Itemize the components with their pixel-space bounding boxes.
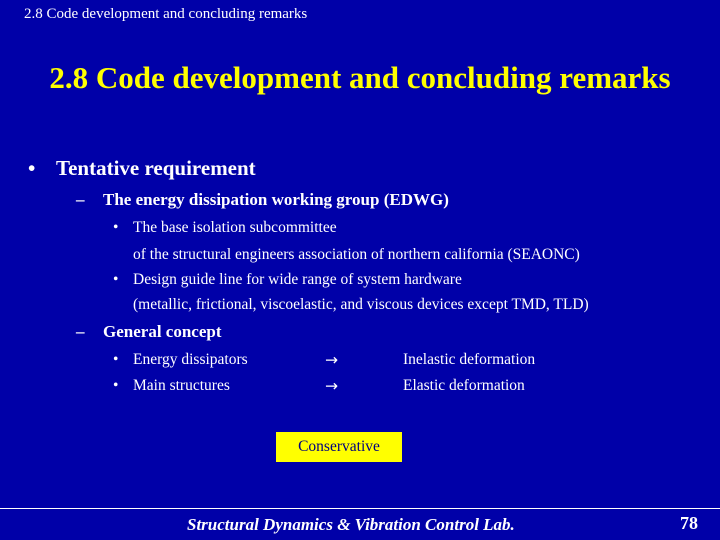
footer-rule [0, 508, 720, 509]
item-text: The base isolation subcommittee [133, 219, 337, 236]
bullet-tentative-requirement [28, 156, 256, 181]
bullet-marker: • [28, 156, 36, 180]
concept-result: Inelastic deformation [403, 351, 536, 368]
concept-item: Main structures [133, 377, 230, 394]
dash-marker: – [76, 322, 85, 341]
bullet-marker: • [113, 351, 119, 368]
item-base-isolation-cont: of the structural engineers association of northern california (SEAONC) [133, 246, 580, 263]
subbullet-general-concept [76, 322, 222, 342]
bullet-marker: • [113, 219, 119, 236]
subbullet-text: The energy dissipation working group (EDWG) [103, 190, 449, 209]
bullet-marker: • [113, 377, 119, 394]
slide-header-title: 2.8 Code development and concluding remarks [24, 6, 308, 22]
concept-item: Energy dissipators [133, 351, 248, 368]
bullet-marker: • [113, 271, 119, 288]
concept-result: Elastic deformation [403, 377, 525, 394]
dash-marker: – [76, 190, 85, 209]
item-design-guide [113, 271, 462, 289]
concept-row-left [113, 377, 230, 395]
item-design-guide-cont: (metallic, frictional, viscoelastic, and viscous devices except TMD, TLD) [133, 296, 589, 313]
arrow-right-icon: → [325, 377, 338, 395]
concept-row-left [113, 351, 248, 369]
subbullet-text: General concept [103, 322, 222, 341]
slide-title: 2.8 Code development and concluding remarks [49, 60, 671, 95]
item-base-isolation [113, 219, 337, 237]
item-text: Design guide line for wide range of system hardware [133, 271, 462, 288]
footer-lab-name: Structural Dynamics & Vibration Control Lab. [187, 515, 515, 534]
conservative-highlight-box: Conservative [276, 432, 402, 462]
bullet-text: Tentative requirement [56, 156, 256, 180]
arrow-right-icon: → [325, 351, 338, 369]
page-number: 78 [680, 513, 698, 533]
subbullet-edwg [76, 190, 449, 210]
